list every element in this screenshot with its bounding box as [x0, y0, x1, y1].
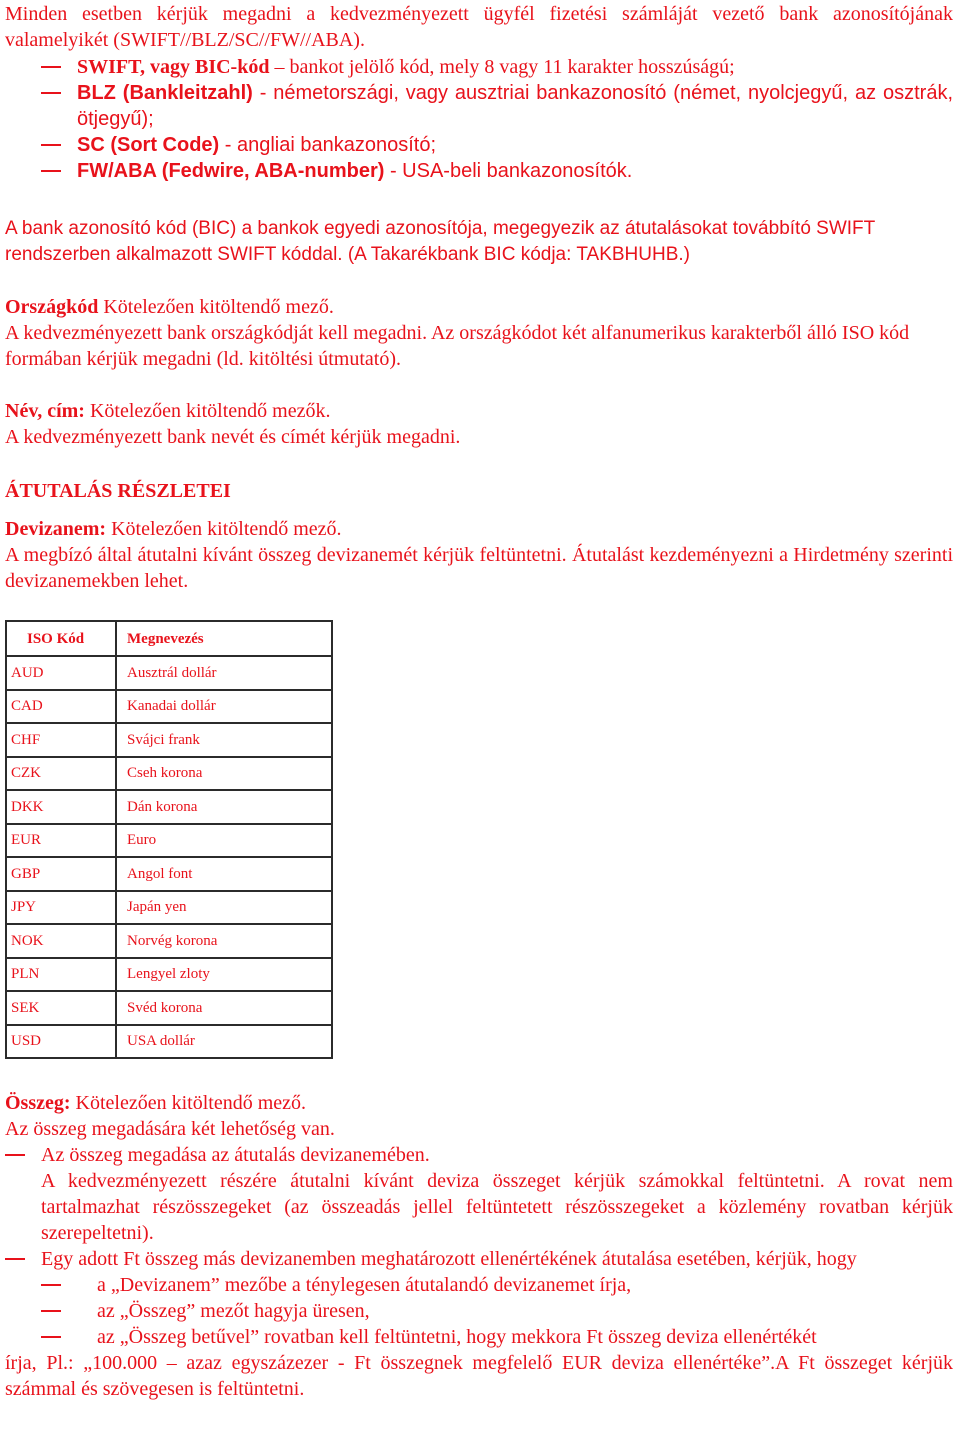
devizanem-text: A megbízó által átutalni kívánt összeg devizanemét kérjük feltüntetni. Átutalást kezdeményezni a Hirdetmény szerinti devizanemekben lehet.	[5, 544, 953, 592]
dash-icon	[41, 1336, 61, 1338]
currency-name-cell: Lengyel zloty	[116, 958, 332, 992]
header-name: Megnevezés	[116, 621, 332, 656]
nev-cim-heading: Név, cím: Kötelezően kitöltendő mezők.	[5, 400, 331, 422]
currency-name-cell: Dán korona	[116, 790, 332, 824]
osszeg-heading: Összeg: Kötelezően kitöltendő mező.	[5, 1092, 307, 1114]
currency-name-cell: Angol font	[116, 857, 332, 891]
iso-code-cell: EUR	[6, 824, 116, 858]
table-row	[6, 1025, 332, 1059]
option-2: Egy adott Ft összeg más devizanemben meghatározott ellenértékének átutalása esetében, kérjük, hogy	[5, 1246, 953, 1272]
currency-name-cell: Norvég korona	[116, 924, 332, 958]
sub-item-3: az „Összeg betűvel” rovatban kell feltüntetni, hogy mekkora Ft összeg deviza ellenértékét	[5, 1324, 953, 1350]
iso-code-cell: CAD	[6, 690, 116, 724]
table-row	[6, 857, 332, 891]
nev-cim-text: A kedvezményezett bank nevét és címét kérjük megadni.	[5, 426, 461, 448]
currency-table	[5, 620, 333, 1059]
iso-code-cell: JPY	[6, 891, 116, 925]
list-item-blz: BLZ (Bankleitzahl) - németországi, vagy ausztriai bankazonosító (német, nyolcjegyű, az osztrák, ötjegyű);	[5, 80, 953, 132]
table-row	[6, 924, 332, 958]
table-row	[6, 891, 332, 925]
sub-item-1: a „Devizanem” mezőbe a ténylegesen átutalandó devizanemet írja,	[5, 1272, 953, 1298]
currency-name-cell: Ausztrál dollár	[116, 656, 332, 690]
orszagkod-text: A kedvezményezett bank országkódját kell megadni. Az országkódot két alfanumerikus karakterből álló ISO kód formában kérjük megadni (ld. kitöltési útmutató).	[5, 322, 910, 370]
dash-icon	[41, 92, 61, 94]
table-row	[6, 958, 332, 992]
currency-name-cell: Euro	[116, 824, 332, 858]
sub-item-2: az „Összeg” mezőt hagyja üresen,	[5, 1298, 953, 1324]
iso-code-cell: SEK	[6, 991, 116, 1025]
header-iso: ISO Kód	[6, 621, 116, 656]
iso-code-cell: GBP	[6, 857, 116, 891]
currency-name-cell: Cseh korona	[116, 757, 332, 791]
table-row	[6, 757, 332, 791]
table-row	[6, 991, 332, 1025]
dash-icon	[41, 66, 61, 68]
currency-name-cell: Japán yen	[116, 891, 332, 925]
dash-icon	[41, 1284, 61, 1286]
dash-icon	[5, 1154, 25, 1156]
osszeg-options	[5, 1142, 953, 1402]
list-item-swift: SWIFT, vagy BIC-kód – bankot jelölő kód, mely 8 vagy 11 karakter hosszúságú;	[5, 54, 953, 80]
iso-code-cell: USD	[6, 1025, 116, 1059]
iso-code-cell: NOK	[6, 924, 116, 958]
section-title: ÁTUTALÁS RÉSZLETEI	[5, 480, 231, 502]
closing-paragraph: írja, Pl.: „100.000 – azaz egyszázezer - Ft összegnek megfelelő EUR deviza ellenértéke”.A Ft összeget kérjük számmal és szövegesen is feltüntetni.	[5, 1352, 953, 1400]
dash-icon	[41, 144, 61, 146]
table-row	[6, 723, 332, 757]
list-item-sc: SC (Sort Code) - angliai bankazonosító;	[5, 132, 953, 158]
list-item-fwaba: FW/ABA (Fedwire, ABA-number) - USA-beli bankazonosítók.	[5, 158, 953, 184]
currency-table-body	[6, 656, 332, 1058]
table-row	[6, 690, 332, 724]
currency-name-cell: Svájci frank	[116, 723, 332, 757]
currency-name-cell: USA dollár	[116, 1025, 332, 1059]
iso-code-cell: DKK	[6, 790, 116, 824]
option-1: Az összeg megadása az átutalás devizanemében. A kedvezményezett részére átutalni kívánt deviza összeget kérjük számokkal feltüntetni. A rovat nem tartalmazhat részösszegeket (az összeadás jellel feltüntetett részösszegeket a közlemény rovatban kérjük szerepeltetni).	[5, 1142, 953, 1246]
bic-paragraph: A bank azonosító kód (BIC) a bankok egyedi azonosítója, megegyezik az átutalásokat továbbító SWIFT rendszerben alkalmazott SWIFT kóddal. (A Takarékbank BIC kódja: TAKBHUHB.)	[5, 218, 875, 265]
orszagkod-heading: Országkód Kötelezően kitöltendő mező.	[5, 296, 334, 318]
devizanem-heading: Devizanem: Kötelezően kitöltendő mező.	[5, 518, 342, 540]
table-header-row	[6, 621, 332, 656]
intro-paragraph: Minden esetben kérjük megadni a kedvezményezett ügyfél fizetési számláját vezető bank azonosítójának valamelyikét (SWIFT//BLZ/SC//FW//ABA).	[5, 3, 953, 51]
currency-name-cell: Kanadai dollár	[116, 690, 332, 724]
bank-id-list	[5, 54, 953, 184]
iso-code-cell: CHF	[6, 723, 116, 757]
currency-name-cell: Svéd korona	[116, 991, 332, 1025]
dash-icon	[41, 170, 61, 172]
dash-icon	[41, 1310, 61, 1312]
iso-code-cell: AUD	[6, 656, 116, 690]
dash-icon	[5, 1258, 25, 1260]
table-row	[6, 656, 332, 690]
iso-code-cell: CZK	[6, 757, 116, 791]
osszeg-text: Az összeg megadására két lehetőség van.	[5, 1118, 335, 1140]
table-row	[6, 790, 332, 824]
iso-code-cell: PLN	[6, 958, 116, 992]
table-row	[6, 824, 332, 858]
